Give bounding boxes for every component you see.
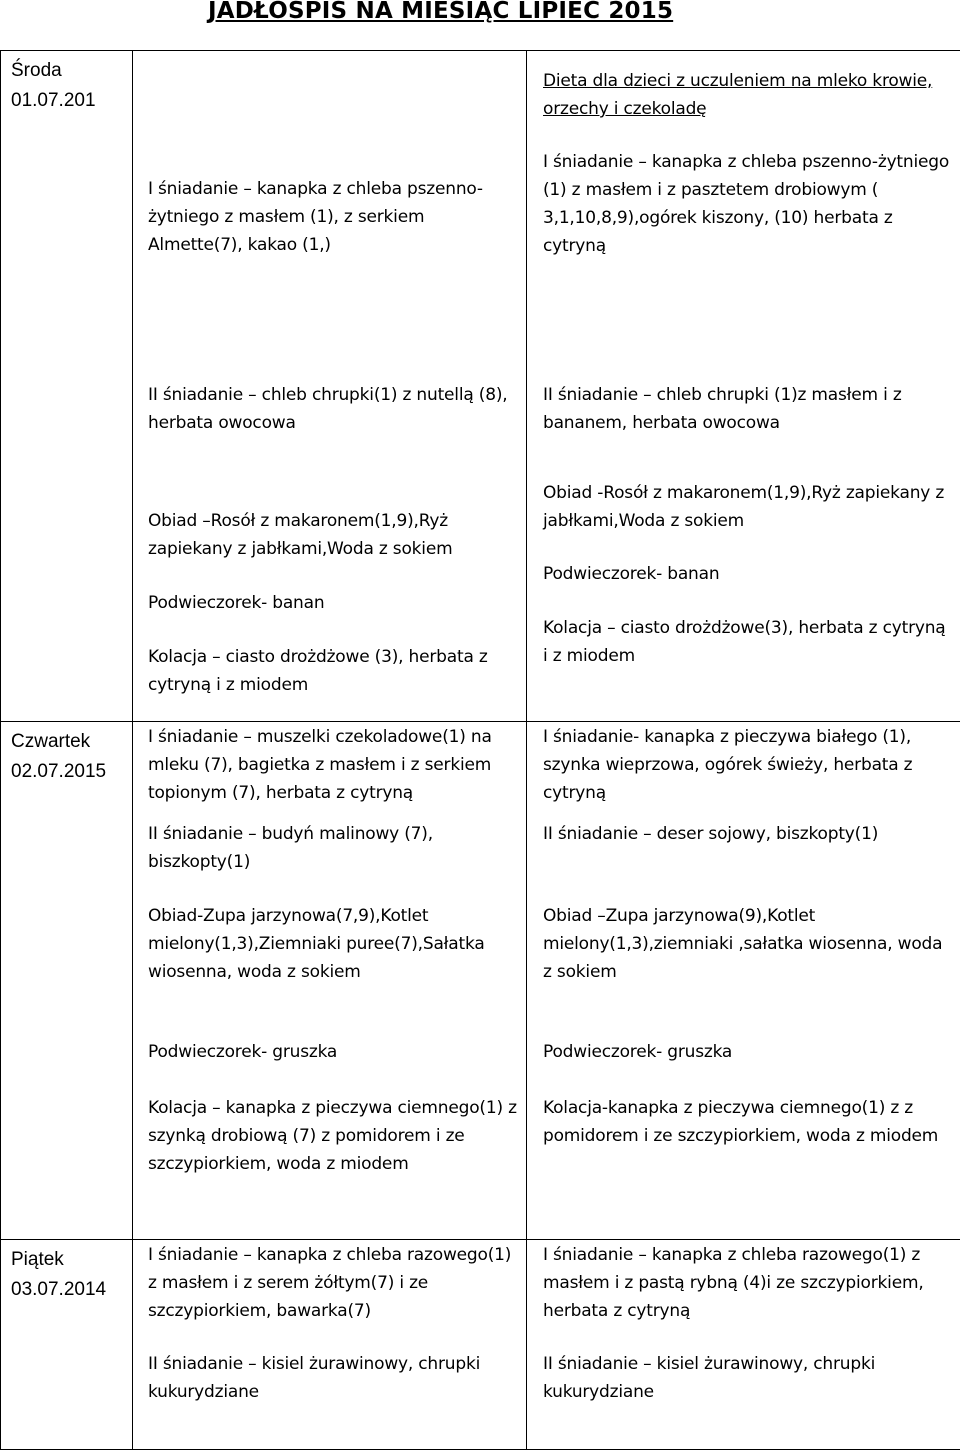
meal-dinner: Kolacja – kanapka z pieczywa ciemnego(1) z szynką drobiową (7) z pomidorem i ze szczypiorkiem, woda z miodem [148, 1094, 520, 1178]
meal-dinner: Kolacja – ciasto drożdżowe(3), herbata z cytryną i z miodem [543, 614, 955, 670]
diet-menu-cell [527, 1240, 960, 1450]
meal-snack: Podwieczorek- banan [148, 589, 520, 617]
meal-breakfast-2: II śniadanie – budyń malinowy (7), biszkopty(1) [148, 820, 520, 876]
meal-lunch: Obiad –Rosół z makaronem(1,9),Ryż zapiekany z jabłkami,Woda z sokiem [148, 507, 520, 563]
meal-breakfast-2: II śniadanie – deser sojowy, biszkopty(1) [543, 820, 955, 848]
day-cell [1, 722, 133, 1240]
meal-snack: Podwieczorek- gruszka [543, 1038, 955, 1066]
meal-breakfast-2: II śniadanie – kisiel żurawinowy, chrupki kukurydziane [148, 1350, 520, 1406]
menu-table [0, 50, 960, 1450]
meal-dinner: Kolacja-kanapka z pieczywa ciemnego(1) z z pomidorem i ze szczypiorkiem, woda z miodem [543, 1094, 955, 1150]
meal-breakfast-1: I śniadanie – kanapka z chleba razowego(1) z masłem i z pastą rybną (4)i ze szczypiorkiem, herbata z cytryną [543, 1241, 955, 1325]
day-date: 02.07.2015 [11, 757, 132, 787]
day-name: Środa [11, 56, 132, 86]
meal-lunch: Obiad -Rosół z makaronem(1,9),Ryż zapiekany z jabłkami,Woda z sokiem [543, 479, 955, 535]
meal-lunch: Obiad –Zupa jarzynowa(9),Kotlet mielony(1,3),ziemniaki ,sałatka wiosenna, woda z sokiem [543, 902, 955, 986]
table-row [1, 51, 960, 722]
diet-menu-cell [527, 722, 960, 1240]
standard-menu-cell [133, 51, 527, 722]
diet-header: Dieta dla dzieci z uczuleniem na mleko krowie, orzechy i czekoladę [543, 67, 955, 123]
day-date: 01.07.201 [11, 86, 132, 116]
meal-lunch: Obiad-Zupa jarzynowa(7,9),Kotlet mielony(1,3),Ziemniaki puree(7),Sałatka wiosenna, woda z sokiem [148, 902, 520, 986]
meal-dinner: Kolacja – ciasto drożdżowe (3), herbata z cytryną i z miodem [148, 643, 520, 699]
meal-breakfast-2: II śniadanie – kisiel żurawinowy, chrupki kukurydziane [543, 1350, 955, 1406]
standard-menu-cell [133, 1240, 527, 1450]
meal-breakfast-2: II śniadanie – chleb chrupki(1) z nutellą (8), herbata owocowa [148, 381, 520, 437]
table-row [1, 1240, 960, 1450]
day-date: 03.07.2014 [11, 1275, 132, 1305]
day-name: Czwartek [11, 727, 132, 757]
meal-breakfast-1: I śniadanie- kanapka z pieczywa białego (1), szynka wieprzowa, ogórek świeży, herbata z cytryną [543, 723, 955, 807]
meal-snack: Podwieczorek- gruszka [148, 1038, 520, 1066]
day-name: Piątek [11, 1245, 132, 1275]
meal-breakfast-1: I śniadanie – kanapka z chleba razowego(1) z masłem i z serem żółtym(7) i ze szczypiorkiem, bawarka(7) [148, 1241, 520, 1325]
diet-menu-cell [527, 51, 960, 722]
standard-menu-cell [133, 722, 527, 1240]
meal-snack: Podwieczorek- banan [543, 560, 955, 588]
page-title: JADŁOSPIS NA MIESIĄC LIPIEC 2015 [208, 0, 728, 24]
meal-breakfast-2: II śniadanie – chleb chrupki (1)z masłem i z bananem, herbata owocowa [543, 381, 955, 437]
day-cell [1, 1240, 133, 1450]
meal-breakfast-1: I śniadanie – kanapka z chleba pszenno-żytniego (1) z masłem i z pasztetem drobiowym ( 3,1,10,8,9),ogórek kiszony, (10) herbata z cytryną [543, 148, 955, 260]
table-row [1, 722, 960, 1240]
day-cell [1, 51, 133, 722]
meal-breakfast-1: I śniadanie – kanapka z chleba pszenno-żytniego z masłem (1), z serkiem Almette(7), kakao (1,) [148, 175, 520, 259]
meal-breakfast-1: I śniadanie – muszelki czekoladowe(1) na mleku (7), bagietka z masłem i z serkiem topionym (7), herbata z cytryną [148, 723, 520, 807]
